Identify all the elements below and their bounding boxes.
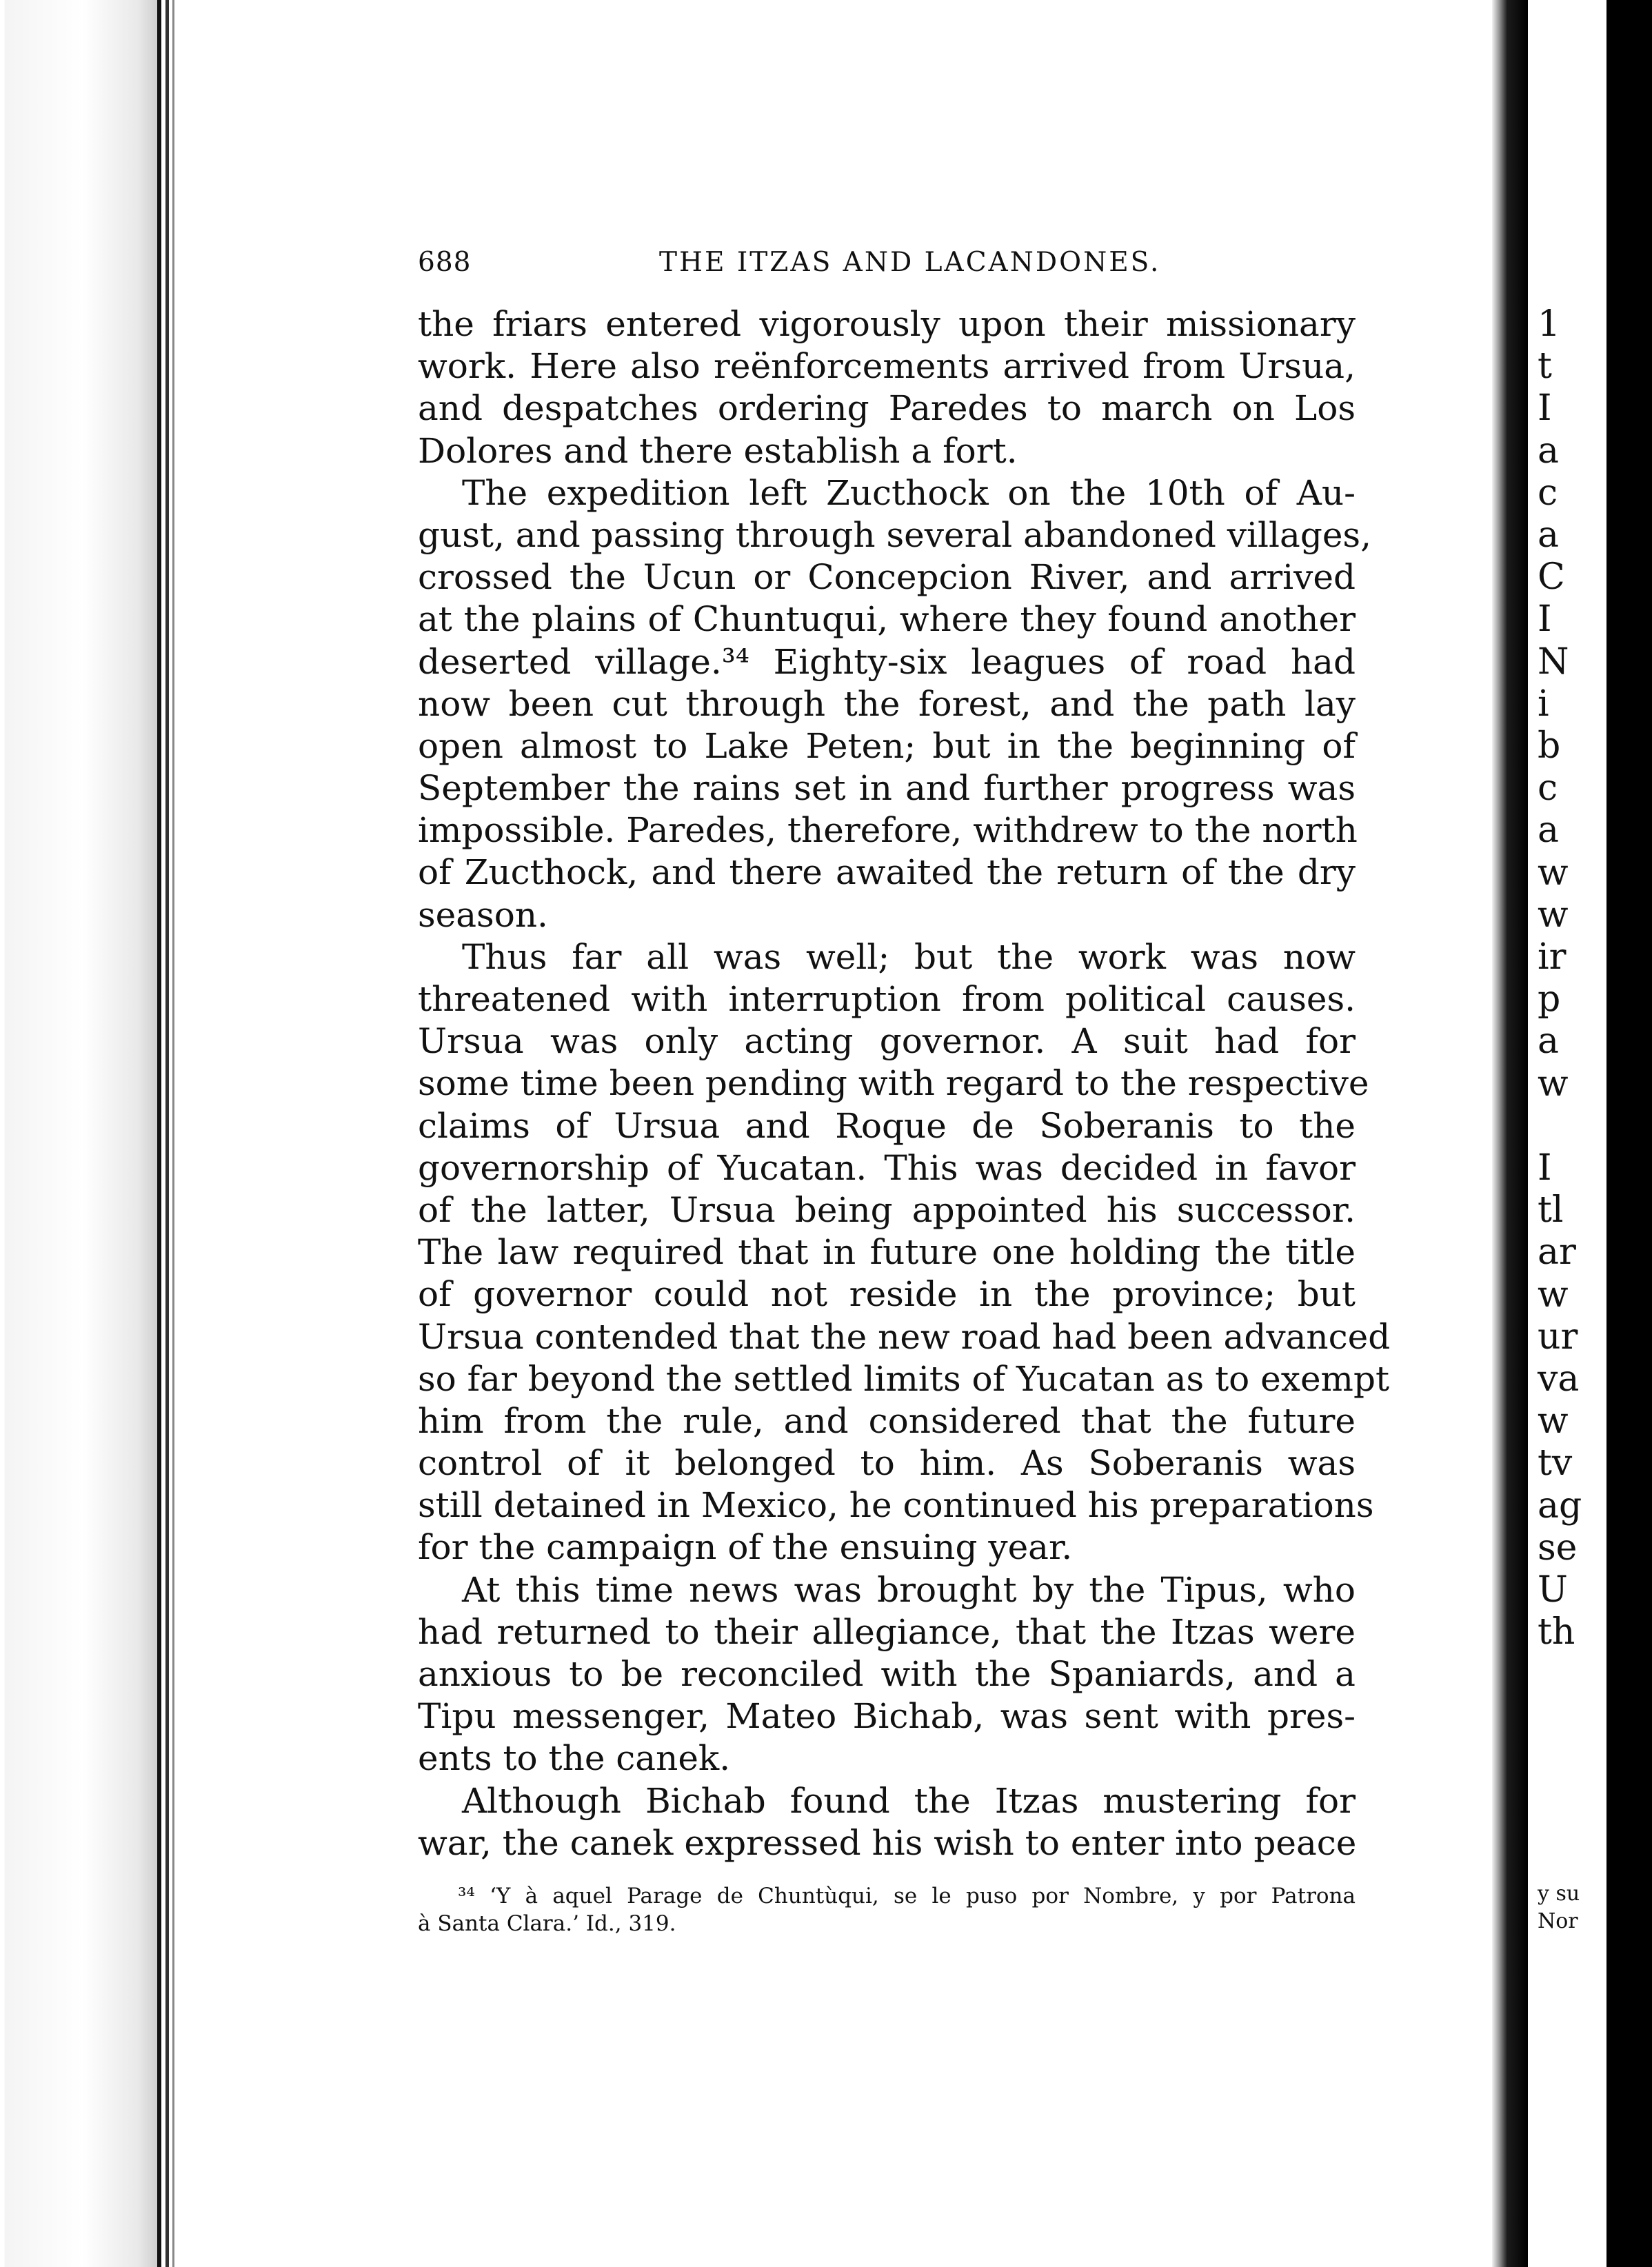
body-line: Thus far all was well; but the work was now — [462, 936, 1356, 977]
body-line: At this time news was brought by the Tipus, who — [462, 1569, 1356, 1610]
body-line: Dolores and there establish a fort. — [418, 430, 1018, 471]
body-line: now been cut through the forest, and the path lay — [418, 683, 1356, 724]
body-line: governorship of Yucatan. This was decided in favor — [418, 1147, 1356, 1188]
next-page-line-fragment: w — [1538, 1273, 1569, 1316]
running-head — [418, 241, 1356, 283]
next-page-line-fragment: w — [1538, 894, 1569, 936]
next-page-line-fragment: c — [1538, 472, 1558, 514]
body-line: for the campaign of the ensuing year. — [418, 1527, 1073, 1568]
body-line: of the latter, Ursua being appointed his successor. — [418, 1189, 1356, 1230]
body-line: him from the rule, and considered that the future — [418, 1400, 1356, 1441]
next-page-line-fragment: a — [1538, 430, 1560, 472]
next-page-line-fragment: ar — [1538, 1231, 1576, 1273]
running-title: THE ITZAS AND LACANDONES. — [659, 247, 1161, 278]
scan-black-border — [1606, 0, 1652, 2267]
body-line: September the rains set in and further progress was — [418, 768, 1356, 809]
next-page-line-fragment: ir — [1538, 936, 1567, 978]
body-line: the friars entered vigorously upon their missionary — [418, 304, 1356, 344]
next-page-line-fragment: c — [1538, 767, 1558, 809]
next-page-line-fragment: b — [1538, 725, 1561, 767]
next-page-line-fragment: I — [1538, 387, 1552, 430]
body-line: Ursua was only acting governor. A suit had for — [418, 1021, 1356, 1062]
body-line: and despatches ordering Paredes to march on Los — [418, 388, 1356, 429]
next-page-line-fragment: p — [1538, 978, 1561, 1020]
next-page-line-fragment: I — [1538, 598, 1552, 641]
next-page-line-fragment: U — [1538, 1569, 1568, 1611]
next-page-line-fragment: a — [1538, 1020, 1560, 1062]
next-page-line-fragment: C — [1538, 556, 1565, 598]
next-page-line-fragment: tv — [1538, 1442, 1573, 1484]
next-page-line-fragment: se — [1538, 1527, 1578, 1569]
footnote-line: ³⁴ ‘Y à aquel Parage de Chuntùqui, se le puso por Nombre, y por Patrona — [458, 1884, 1356, 1908]
body-line: had returned to their allegiance, that the Itzas were — [418, 1611, 1356, 1652]
next-page-footnote-fragment: y su — [1538, 1882, 1580, 1906]
next-page-line-fragment: I — [1538, 1147, 1552, 1189]
body-text — [418, 303, 1391, 1864]
next-page-footnote-fragment: Nor — [1538, 1909, 1578, 1933]
next-page-line-fragment: 1 — [1538, 303, 1561, 345]
body-line: season. — [418, 894, 548, 935]
next-page-line-fragment: a — [1538, 514, 1560, 556]
next-page-line-fragment: a — [1538, 809, 1560, 852]
footnote-line: à Santa Clara.’ Id., 319. — [418, 1911, 676, 1936]
page-gutter — [1492, 0, 1528, 2267]
body-line: at the plains of Chuntuqui, where they found another — [418, 599, 1356, 640]
body-line: claims of Ursua and Roque de Soberanis to the — [418, 1105, 1356, 1146]
body-line: war, the canek expressed his wish to enter into peace — [418, 1822, 1357, 1863]
body-line: open almost to Lake Peten; but in the beginning of — [418, 725, 1356, 766]
body-line: crossed the Ucun or Concepcion River, and arrived — [418, 557, 1356, 598]
next-page-line-fragment: ur — [1538, 1316, 1578, 1358]
next-page-line-fragment: th — [1538, 1611, 1575, 1653]
body-line: threatened with interruption from political causes. — [418, 979, 1356, 1019]
body-line: The expedition left Zucthock on the 10th of Au- — [462, 472, 1356, 513]
body-line: Although Bichab found the Itzas mustering for — [462, 1780, 1356, 1821]
next-page-line-fragment: va — [1538, 1358, 1580, 1400]
body-line: impossible. Paredes, therefore, withdrew to the north — [418, 810, 1358, 851]
next-page-line-fragment: i — [1538, 683, 1549, 725]
body-line: of Zucthock, and there awaited the return of the dry — [418, 852, 1356, 893]
next-page-line-fragment: w — [1538, 1062, 1569, 1105]
body-line: Tipu messenger, Mateo Bichab, was sent with pres- — [418, 1696, 1356, 1737]
body-line: some time been pending with regard to the respective — [418, 1063, 1369, 1104]
next-page-line-fragment: ag — [1538, 1484, 1582, 1527]
page-number: 688 — [418, 247, 472, 278]
next-page-line-fragment: N — [1538, 641, 1569, 683]
body-line: gust, and passing through several abandoned villages, — [418, 514, 1371, 555]
next-page-line-fragment: w — [1538, 852, 1569, 894]
body-line: ents to the canek. — [418, 1738, 731, 1779]
body-line: anxious to be reconciled with the Spaniards, and a — [418, 1654, 1356, 1694]
next-page-line-fragment: tl — [1538, 1189, 1564, 1231]
left-margin-strip — [0, 0, 157, 2267]
next-page-line-fragment: t — [1538, 345, 1552, 387]
body-line: Ursua contended that the new road had been advanced — [418, 1316, 1391, 1357]
body-line: control of it belonged to him. As Soberanis was — [418, 1443, 1356, 1484]
book-edge-lines — [157, 0, 188, 2267]
body-line: work. Here also reënforcements arrived from Ursua, — [418, 346, 1356, 387]
footnotes — [418, 1882, 1356, 1937]
body-line: still detained in Mexico, he continued his preparations — [418, 1485, 1374, 1526]
body-line: of governor could not reside in the province; but — [418, 1274, 1356, 1315]
body-line: deserted village.³⁴ Eighty-six leagues of road had — [418, 641, 1356, 682]
body-line: The law required that in future one holding the title — [418, 1232, 1356, 1273]
next-page-line-fragment: w — [1538, 1400, 1569, 1442]
body-line: so far beyond the settled limits of Yucatan as to exempt — [418, 1358, 1390, 1399]
